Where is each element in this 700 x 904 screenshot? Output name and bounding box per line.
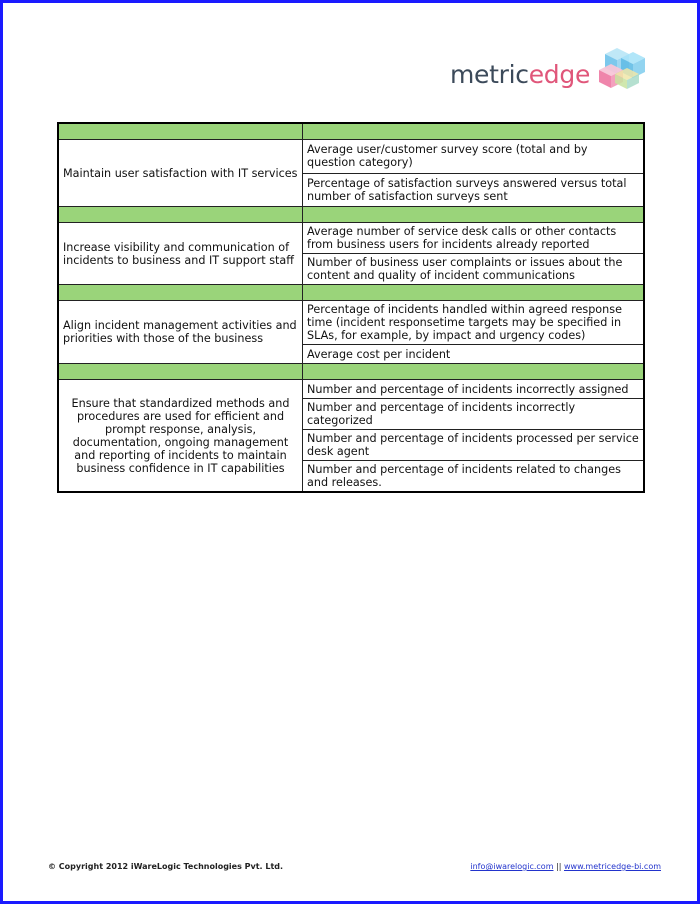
email-link[interactable]: info@iwarelogic.com: [470, 862, 554, 871]
metric-cell: Number and percentage of incidents related to changes and releases.: [303, 461, 645, 493]
metric-cell: Number of business user complaints or issues about the content and quality of incident communications: [303, 254, 645, 285]
metric-cell: Number and percentage of incidents incorrectly categorized: [303, 399, 645, 430]
website-link[interactable]: www.metricedge-bi.com: [563, 862, 661, 871]
metric-cell: Number and percentage of incidents processed per service desk agent: [303, 430, 645, 461]
section-header-band: [58, 364, 644, 380]
table-row: [58, 380, 644, 399]
footer-links: [470, 862, 661, 871]
link-separator: ||: [553, 862, 564, 871]
metric-cell: Percentage of incidents handled within agreed response time (incident responsetime targets may be specified in SLAs, for example, by impact and urgency codes): [303, 301, 645, 345]
copyright-text: © Copyright 2012 iWareLogic Technologies Pvt. Ltd.: [48, 862, 284, 871]
cubes-icon: [597, 46, 655, 90]
metric-cell: Average cost per incident: [303, 345, 645, 364]
goal-cell: Maintain user satisfaction with IT services: [58, 140, 303, 207]
metric-cell: Number and percentage of incidents incorrectly assigned: [303, 380, 645, 399]
logo-wordmark: [450, 60, 590, 89]
section-header-band: [58, 285, 644, 301]
table-row: [58, 301, 644, 345]
goal-cell: Align incident management activities and priorities with those of the business: [58, 301, 303, 364]
metricedge-logo: [450, 44, 660, 94]
goal-cell: Ensure that standardized methods and procedures are used for efficient and prompt response, analysis, documentation, ongoing management and reporting of incidents to maintain business confidence in IT capabilities: [58, 380, 303, 493]
table-row: [58, 140, 644, 174]
logo-text-metric: metric: [450, 60, 529, 89]
goal-cell: Increase visibility and communication of incidents to business and IT support staff: [58, 223, 303, 285]
table-row: [58, 223, 644, 254]
metric-cell: Average user/customer survey score (total and by question category): [303, 140, 645, 174]
metric-cell: Percentage of satisfaction surveys answered versus total number of satisfaction surveys sent: [303, 173, 645, 207]
kpi-table: [57, 122, 645, 493]
section-header-band: [58, 207, 644, 223]
metric-cell: Average number of service desk calls or other contacts from business users for incidents already reported: [303, 223, 645, 254]
section-header-band: [58, 123, 644, 140]
logo-text-edge: edge: [528, 60, 591, 89]
